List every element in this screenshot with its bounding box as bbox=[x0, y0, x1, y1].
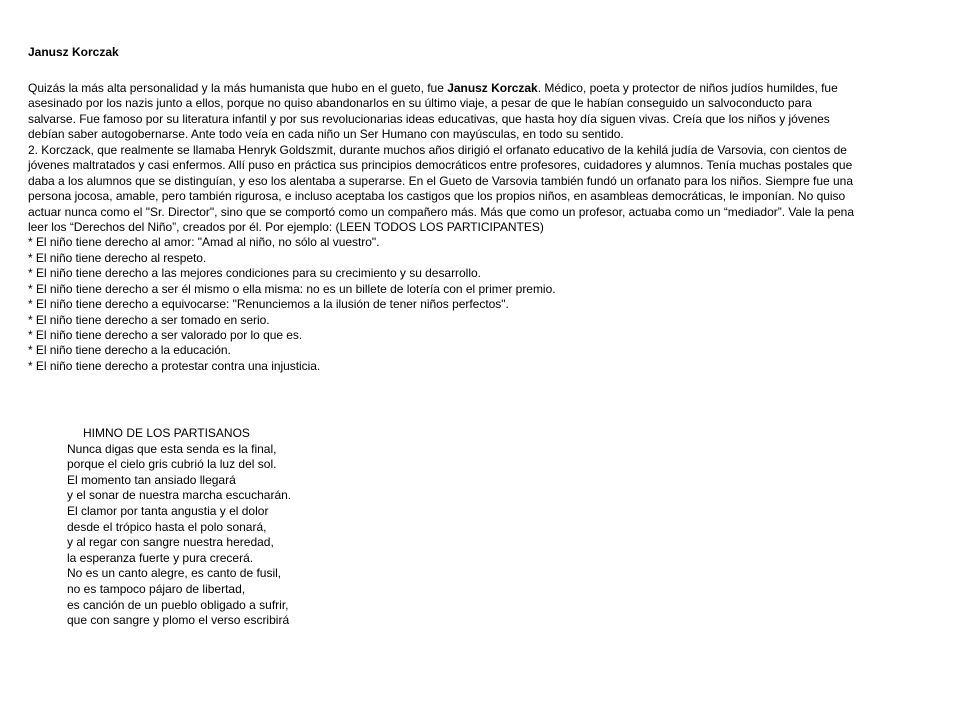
poem-line: y al regar con sangre nuestra heredad, bbox=[67, 535, 274, 550]
poem-line: Nunca digas que esta senda es la final, bbox=[67, 441, 277, 456]
poem-line: desde el trópico hasta el polo sonará, bbox=[67, 519, 267, 534]
poem-line: es canción de un pueblo obligado a sufrir, bbox=[67, 597, 289, 612]
paragraph-1-line-3: salvarse. Fue famoso por su literatura infantil y por sus revolucionarias ideas educativas, que hasta hoy día siguen vivas. Creía que los niños y jóvenes bbox=[28, 111, 830, 126]
poem-line: El momento tan ansiado llegará bbox=[67, 472, 236, 487]
paragraph-2-line-2: jóvenes maltratados y casi enfermos. Allí puso en práctica sus principios democráticos entre profesores, cuidadores y alumnos. Tenía muchas postales que bbox=[28, 158, 853, 173]
poem-line: la esperanza fuerte y pura crecerá. bbox=[67, 550, 254, 565]
paragraph-1-text-a: Quizás la más alta personalidad y la más humanista que hubo en el gueto, fue bbox=[28, 81, 448, 95]
poem-line: y el sonar de nuestra marcha escucharán. bbox=[67, 488, 292, 503]
paragraph-2-line-3: daba a los alumnos que se distinguían, y eso los alentaba a superarse. En el Gueto de Varsovia también fundó un orfanato para los niños. Siempre fue una bbox=[28, 173, 854, 188]
poem-line: no es tampoco pájaro de libertad, bbox=[67, 581, 246, 596]
right-item: * El niño tiene derecho a protestar contra una injusticia. bbox=[28, 358, 321, 373]
poem-line: El clamor por tanta angustia y el dolor bbox=[67, 503, 269, 518]
poem-line: que con sangre y plomo el verso escribirá bbox=[67, 613, 290, 628]
right-item: * El niño tiene derecho a ser valorado por lo que es. bbox=[28, 328, 303, 342]
document-title: Janusz Korczak bbox=[28, 45, 119, 59]
paragraph-1-text-b: . Médico, poeta y protector de niños judíos humildes, fue bbox=[537, 81, 838, 95]
right-item: * El niño tiene derecho a la educación. bbox=[28, 343, 231, 358]
right-item: * El niño tiene derecho a equivocarse: "Renunciemos a la ilusión de tener niños perfectos". bbox=[28, 297, 509, 312]
paragraph-1-line-2: asesinado por los nazis junto a ellos, porque no quiso abandonarlos en su último viaje, a pesar de que le habían conseguido un salvoconducto para bbox=[28, 96, 812, 111]
poem-line: porque el cielo gris cubrió la luz del sol. bbox=[67, 457, 277, 472]
paragraph-2-line-6: leer los “Derechos del Niño”, creados por él. Por ejemplo: (LEEN TODOS LOS PARTICIPANTES) bbox=[28, 219, 544, 234]
paragraph-2-line-4: persona jocosa, amable, pero también rigurosa, e incluso aceptaba los castigos que los propios niños, en asambleas democráticas, le imponían. No quiso bbox=[28, 189, 846, 204]
paragraph-1-line-1 bbox=[28, 81, 948, 96]
right-item: * El niño tiene derecho a ser tomado en serio. bbox=[28, 312, 270, 327]
poem-line: No es un canto alegre, es canto de fusil, bbox=[67, 566, 282, 581]
right-item: * El niño tiene derecho al amor: "Amad al niño, no sólo al vuestro". bbox=[28, 235, 380, 250]
poem-block bbox=[67, 426, 291, 629]
paragraph-1-line-4: debían saber autogobernarse. Ante todo veía en cada niño un Ser Humano con mayúsculas, en todo su sentido. bbox=[28, 127, 624, 142]
paragraph-2-line-5: actuar nunca como el "Sr. Director", sino que se comportó como un compañero más. Más que como un profesor, actuaba como un “mediador”. Vale la pena bbox=[28, 204, 855, 219]
right-item: * El niño tiene derecho al respeto. bbox=[28, 250, 207, 265]
right-item: * El niño tiene derecho a las mejores condiciones para su crecimiento y su desarrollo. bbox=[28, 266, 481, 281]
right-item: * El niño tiene derecho a ser él mismo o ella misma: no es un billete de lotería con el primer premio. bbox=[28, 281, 556, 296]
poem-title: HIMNO DE LOS PARTISANOS bbox=[83, 426, 250, 440]
paragraph-2-line-1: 2. Korczack, que realmente se llamaba Henryk Goldszmit, durante muchos años dirigió el orfanato educativo de la kehilá judía de Varsovia, con cientos de bbox=[28, 142, 847, 157]
document-body bbox=[28, 81, 948, 374]
korczak-name-bold: Janusz Korczak bbox=[447, 81, 538, 95]
